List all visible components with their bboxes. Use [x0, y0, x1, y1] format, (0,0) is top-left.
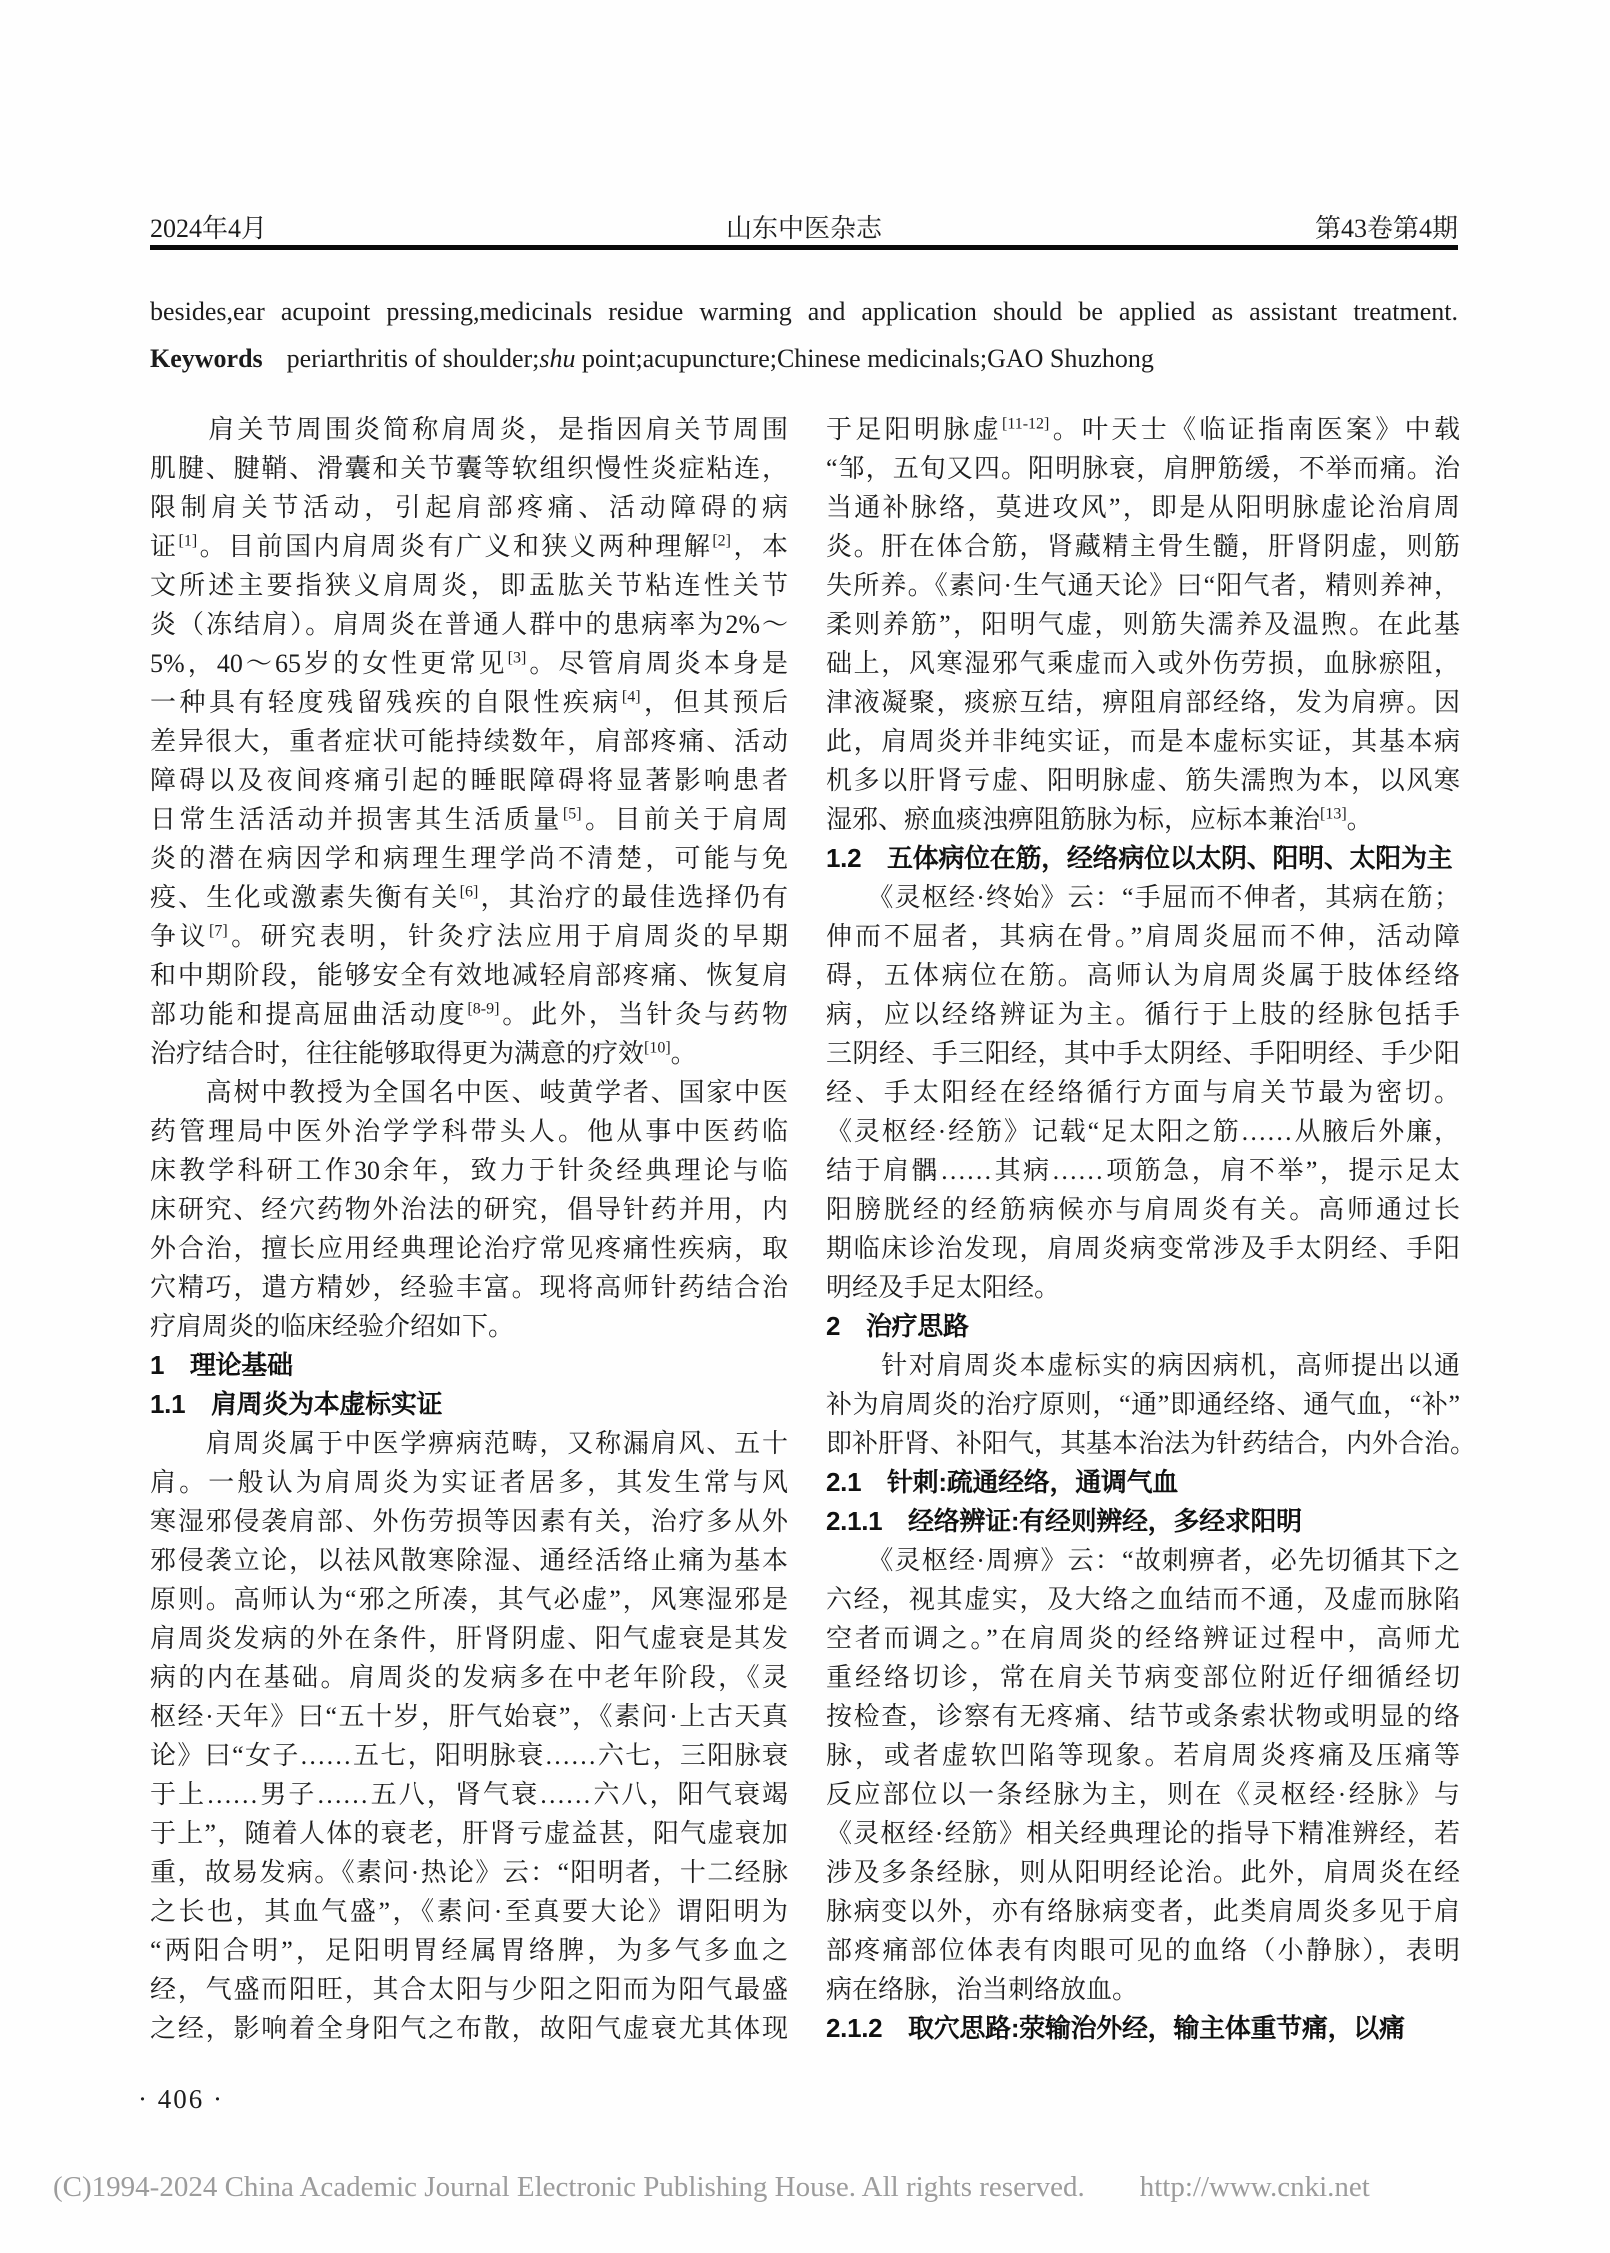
- text-line: 础上，风寒湿邪气乘虚而入或外伤劳损，血脉瘀阻，: [826, 649, 1460, 678]
- text-line: 期临床诊治发现，肩周炎病变常涉及手太阴经、手阳: [826, 1234, 1460, 1263]
- english-abstract: [150, 288, 1458, 382]
- text-line: 高树中教授为全国名中医、岐黄学者、国家中医: [150, 1078, 788, 1107]
- text-line: 涉及多条经脉，则从阳明经论治。此外，肩周炎在经: [826, 1858, 1460, 1887]
- text-line: 《灵枢经·周痹》云：“故刺痹者，必先切循其下之: [826, 1546, 1460, 1575]
- text-line: 障碍以及夜间疼痛引起的睡眠障碍将显著影响患者: [150, 766, 788, 795]
- column-left: [150, 410, 788, 2048]
- text-line: 枢经·天年》曰“五十岁，肝气始衰”，《素问·上古天真: [150, 1702, 788, 1731]
- citation-ref: [3]: [507, 649, 527, 667]
- issue-label: 第43卷第4期: [1314, 214, 1458, 243]
- text-line: 补为肩周炎的治疗原则，“通”即通经络、通气血，“补”: [826, 1390, 1460, 1419]
- text-line: 三阴经、手三阳经，其中手太阴经、手阳明经、手少阳: [826, 1039, 1460, 1068]
- text-line: 《灵枢经·经筋》记载“足太阳之筋……从腋后外廉，: [826, 1117, 1460, 1146]
- text-line: 津液凝聚，痰瘀互结，痹阻肩部经络，发为肩痹。因: [826, 688, 1460, 717]
- text-line: 邪侵袭立论，以祛风散寒除湿、通经活络止痛为基本: [150, 1546, 788, 1575]
- citation-ref: [13]: [1320, 805, 1347, 823]
- text-line: 5%，40～65岁的女性更常见[3]。尽管肩周炎本身是: [150, 649, 788, 678]
- keywords-text: periarthritis of shoulder;shu point;acupuncture;Chinese medicinals;GAO Shuzhong: [286, 344, 1154, 373]
- text-line: 按检查，诊察有无疼痛、结节或条索状物或明显的络: [826, 1702, 1460, 1731]
- citation-ref: [5]: [562, 805, 582, 823]
- text-line: 肩关节周围炎简称肩周炎，是指因肩关节周围: [150, 415, 788, 444]
- text-line: 于上”，随着人体的衰老，肝肾亏虚益甚，阳气虚衰加: [150, 1819, 788, 1848]
- text-line: 部疼痛部位体表有肉眼可见的血络（小静脉），表明: [826, 1936, 1460, 1965]
- text-line: “邹，五旬又四。阳明脉衰，肩胛筋缓，不举而痛。治: [826, 454, 1460, 483]
- text-line: 外合治，擅长应用经典理论治疗常见疼痛性疾病，取: [150, 1234, 788, 1263]
- citation-ref: [8-9]: [467, 1000, 500, 1018]
- text-line: 当通补脉络，莫进攻风”，即是从阳明脉虚论治肩周: [826, 493, 1460, 522]
- text-line: 伸而不屈者，其病在骨。”肩周炎屈而不伸，活动障: [826, 922, 1460, 951]
- section-heading: 2.1.1 经络辨证:有经则辨经，多经求阳明: [826, 1506, 1302, 1536]
- text-line: 重经络切诊，常在肩关节病变部位附近仔细循经切: [826, 1663, 1460, 1692]
- text-line: 经、手太阳经在经络循行方面与肩关节最为密切。: [826, 1078, 1460, 1107]
- citation-ref: [11-12]: [1001, 415, 1050, 433]
- text-line: 部功能和提高屈曲活动度[8-9]。此外，当针灸与药物: [150, 1000, 788, 1029]
- text-line: 文所述主要指狭义肩周炎，即盂肱关节粘连性关节: [150, 571, 788, 600]
- section-heading: 1.2 五体病位在筋，经络病位以太阴、阳明、太阳为主: [826, 843, 1453, 873]
- header-rule: [150, 245, 1458, 250]
- text-line: 肩。一般认为肩周炎为实证者居多，其发生常与风: [150, 1468, 788, 1497]
- text-line: 即补肝肾、补阳气，其基本治法为针药结合，内外合治。: [826, 1429, 1477, 1458]
- footer-url: http://www.cnki.net: [1139, 2171, 1370, 2203]
- text-line: 原则。高师认为“邪之所凑，其气必虚”，风寒湿邪是: [150, 1585, 788, 1614]
- text-line: 争议[7]。研究表明，针灸疗法应用于肩周炎的早期: [150, 922, 788, 951]
- text-line: 经，气盛而阳旺，其合太阳与少阳之阳而为阳气最盛: [150, 1975, 788, 2004]
- text-line: 碍，五体病位在筋。高师认为肩周炎属于肢体经络: [826, 961, 1460, 990]
- body-columns: [150, 410, 1477, 2048]
- text-line: 《灵枢经·经筋》相关经典理论的指导下精准辨经，若: [826, 1819, 1460, 1848]
- citation-ref: [10]: [644, 1039, 671, 1057]
- text-line: 肩周炎发病的外在条件，肝肾阴虚、阳气虚衰是其发: [150, 1624, 788, 1653]
- text-line: 一种具有轻度残留残疾的自限性疾病[4]，但其预后: [150, 688, 788, 717]
- text-line: 重，故易发病。《素问·热论》云：“阳明者，十二经脉: [150, 1858, 788, 1887]
- text-line: 炎（冻结肩）。肩周炎在普通人群中的患病率为2%～: [150, 610, 788, 639]
- text-line: 失所养。《素问·生气通天论》曰“阳气者，精则养神，: [826, 571, 1460, 600]
- text-line: 阳膀胱经的经筋病候亦与肩周炎有关。高师通过长: [826, 1195, 1460, 1224]
- section-heading: 2.1.2 取穴思路:荥输治外经，输主体重节痛，以痛: [826, 2013, 1405, 2043]
- text-line: 《灵枢经·终始》云：“手屈而不伸者，其病在筋；: [826, 883, 1460, 912]
- text-line: 明经及手足太阳经。: [826, 1273, 1061, 1302]
- section-heading: 2 治疗思路: [826, 1311, 969, 1341]
- text-line: 病，应以经络辨证为主。循行于上肢的经脉包括手: [826, 1000, 1460, 1029]
- text-line: 六经，视其虚实，及大络之血结而不通，及虚而脉陷: [826, 1585, 1460, 1614]
- text-line: 床研究、经穴药物外治法的研究，倡导针药并用，内: [150, 1195, 788, 1224]
- citation-ref: [4]: [621, 688, 641, 706]
- text-line: 论》曰“女子……五七，阳明脉衰……六七，三阳脉衰: [150, 1741, 788, 1770]
- text-line: 于足阳明脉虚[11-12]。叶天士《临证指南医案》中载: [826, 415, 1460, 444]
- text-line: 脉病变以外，亦有络脉病变者，此类肩周炎多见于肩: [826, 1897, 1460, 1926]
- citation-ref: [2]: [712, 532, 731, 550]
- text-line: 日常生活活动并损害其生活质量[5]。目前关于肩周: [150, 805, 788, 834]
- text-line: 疫、生化或激素失衡有关[6]，其治疗的最佳选择仍有: [150, 883, 788, 912]
- keywords-label: Keywords: [150, 344, 263, 373]
- text-line: 之经，影响着全身阳气之布散，故阳气虚衰尤其体现: [150, 2014, 788, 2043]
- text-line: 炎的潜在病因学和病理生理学尚不清楚，可能与免: [150, 844, 788, 873]
- text-line: 药管理局中医外治学学科带头人。他从事中医药临: [150, 1117, 788, 1146]
- text-line: 病的内在基础。肩周炎的发病多在中老年阶段，《灵: [150, 1663, 788, 1692]
- text-line: 炎。肝在体合筋，肾藏精主骨生髓，肝肾阴虚，则筋: [826, 532, 1460, 561]
- footer-copyright: (C)1994-2024 China Academic Journal Electronic Publishing House. All rights reserved.: [53, 2171, 1085, 2203]
- text-line: 病在络脉，治当刺络放血。: [826, 1975, 1139, 2004]
- section-heading: 2.1 针刺:疏通经络，通调气血: [826, 1467, 1179, 1497]
- text-line: 湿邪、瘀血痰浊痹阻筋脉为标，应标本兼治[13]。: [826, 805, 1373, 834]
- text-line: 反应部位以一条经脉为主，则在《灵枢经·经脉》与: [826, 1780, 1460, 1809]
- text-line: “两阳合明”，足阳明胃经属胃络脾，为多气多血之: [150, 1936, 788, 1965]
- text-line: 证[1]。目前国内肩周炎有广义和狭义两种理解[2]，本: [150, 532, 788, 561]
- text-line: 疗肩周炎的临床经验介绍如下。: [150, 1312, 515, 1341]
- text-line: 限制肩关节活动，引起肩部疼痛、活动障碍的病: [150, 493, 788, 522]
- abstract-continuation-line: besides,ear acupoint pressing,medicinals residue warming and application should be applied as assistant treatment.: [150, 297, 1458, 326]
- page-number: · 406 ·: [138, 2084, 224, 2114]
- text-line: 和中期阶段，能够安全有效地减轻肩部疼痛、恢复肩: [150, 961, 788, 990]
- text-line: 治疗结合时，往往能够取得更为满意的疗效[10]。: [150, 1039, 697, 1068]
- citation-ref: [1]: [178, 532, 198, 550]
- text-line: 于上……男子……五八，肾气衰……六八，阳气衰竭: [150, 1780, 788, 1809]
- text-line: 针对肩周炎本虚标实的病因病机，高师提出以通: [826, 1351, 1460, 1380]
- section-heading: 1 理论基础: [150, 1350, 293, 1380]
- citation-ref: [7]: [208, 922, 228, 940]
- citation-ref: [6]: [459, 883, 479, 901]
- section-heading: 1.1 肩周炎为本虚标实证: [150, 1389, 443, 1419]
- column-right: [826, 410, 1477, 2048]
- text-line: 寒湿邪侵袭肩部、外伤劳损等因素有关，治疗多从外: [150, 1507, 788, 1536]
- text-line: 肩周炎属于中医学痹病范畴，又称漏肩风、五十: [150, 1429, 788, 1458]
- text-line: 穴精巧，遣方精妙，经验丰富。现将高师针药结合治: [150, 1273, 788, 1302]
- text-line: 此，肩周炎并非纯实证，而是本虚标实证，其基本病: [826, 727, 1460, 756]
- header-date: 2024年4月: [150, 214, 268, 243]
- text-line: 机多以肝肾亏虚、阳明脉虚、筋失濡煦为本，以风寒: [826, 766, 1460, 795]
- text-line: 脉，或者虚软凹陷等现象。若肩周炎疼痛及压痛等: [826, 1741, 1460, 1770]
- scan-footer: [53, 2170, 1553, 2204]
- text-line: 柔则养筋”，阳明气虚，则筋失濡养及温煦。在此基: [826, 610, 1460, 639]
- running-head: [150, 214, 1458, 244]
- journal-title: 山东中医杂志: [725, 214, 882, 243]
- text-line: 结于肩髃……其病……项筋急，肩不举”，提示足太: [826, 1156, 1460, 1185]
- text-line: 之长也，其血气盛”，《素问·至真要大论》谓阳明为: [150, 1897, 788, 1926]
- text-line: 肌腱、腱鞘、滑囊和关节囊等软组织慢性炎症粘连，: [150, 454, 788, 483]
- keywords-line: [150, 335, 1458, 382]
- text-line: 床教学科研工作30余年，致力于针灸经典理论与临: [150, 1156, 788, 1185]
- text-line: 差异很大，重者症状可能持续数年，肩部疼痛、活动: [150, 727, 788, 756]
- text-line: 空者而调之。”在肩周炎的经络辨证过程中，高师尤: [826, 1624, 1460, 1653]
